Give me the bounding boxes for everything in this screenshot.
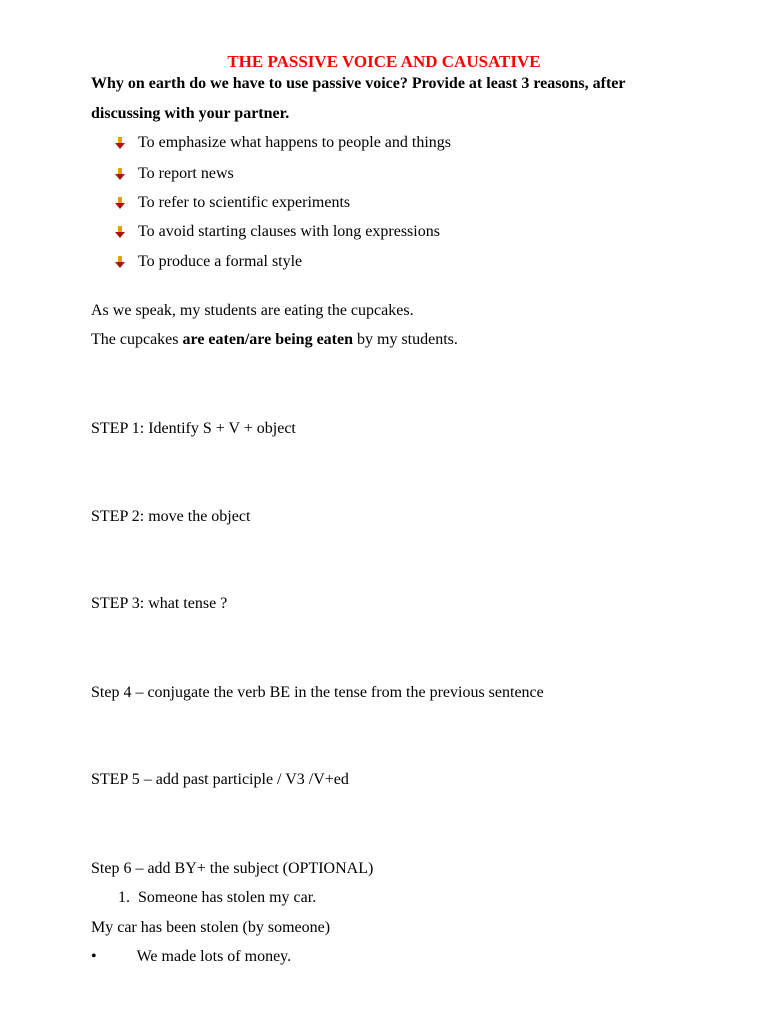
exercise-item-text: We made lots of money.	[136, 948, 292, 965]
page-title: THE PASSIVE VOICE AND CAUSATIVE	[227, 52, 541, 71]
exercise-item-1-answer: My car has been stolen (by someone)	[91, 919, 331, 936]
question-line-1: Why on earth do we have to use passive voice? Provide at least 3 reasons, after	[91, 75, 626, 92]
reason-item	[114, 222, 440, 242]
reason-item	[114, 193, 350, 213]
step-2: STEP 2: move the object	[91, 508, 251, 525]
down-arrow-bullet-icon	[114, 196, 126, 210]
exercise-item-2	[91, 947, 291, 967]
example-passive-pre: The cupcakes	[91, 331, 183, 348]
example-active-sentence: As we speak, my students are eating the cupcakes.	[91, 302, 414, 319]
step-1: STEP 1: Identify S + V + object	[91, 420, 296, 437]
reason-text: To produce a formal style	[138, 253, 303, 270]
reason-text: To emphasize what happens to people and things	[138, 134, 452, 151]
step-5: STEP 5 – add past participle / V3 /V+ed	[91, 771, 349, 788]
reason-text: To refer to scientific experiments	[138, 194, 351, 211]
reason-item	[114, 164, 234, 184]
down-arrow-bullet-icon	[114, 225, 126, 239]
reason-text: To report news	[138, 165, 234, 182]
question-line-2: discussing with your partner.	[91, 105, 290, 122]
example-passive-verb: are eaten/are being eaten	[182, 331, 353, 348]
step-6: Step 6 – add BY+ the subject (OPTIONAL)	[91, 860, 374, 877]
down-arrow-bullet-icon	[114, 255, 126, 269]
exercise-item-number: 1.	[118, 889, 130, 906]
down-arrow-bullet-icon	[114, 167, 126, 181]
example-passive-post: by my students.	[353, 331, 458, 348]
reason-item	[114, 252, 302, 272]
exercise-item-text: Someone has stolen my car.	[138, 889, 317, 906]
example-passive-sentence	[91, 330, 458, 350]
reason-text: To avoid starting clauses with long expressions	[138, 223, 440, 240]
step-4: Step 4 – conjugate the verb BE in the tense from the previous sentence	[91, 684, 544, 701]
bullet-dot: •	[91, 948, 97, 965]
step-3: STEP 3: what tense ?	[91, 595, 228, 612]
exercise-item-1	[118, 888, 316, 908]
down-arrow-bullet-icon	[114, 136, 126, 150]
reason-item	[114, 133, 451, 153]
